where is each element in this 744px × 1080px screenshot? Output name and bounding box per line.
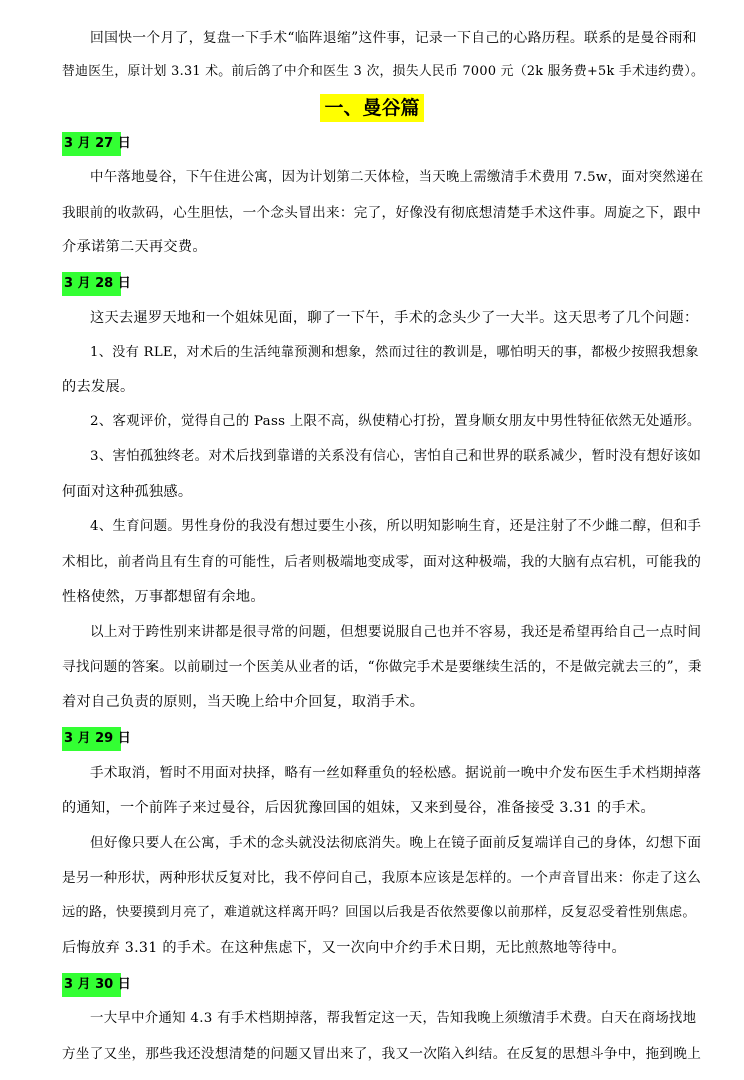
- paragraph-line: 手术取消，暂时不用面对抉择，略有一丝如释重负的轻松感。据说前一晚中介发布医生手术档期掉落: [90, 765, 702, 781]
- paragraph-line: 以上对于跨性别来讲都是很寻常的问题，但想要说服自己也并不容易，我还是希望再给自己一点时间: [90, 624, 702, 640]
- list-item-line: 的去发展。: [62, 379, 135, 395]
- intro-line: 替迪医生，原计划 3.31 术。前后鸽了中介和医生 3 次，损失人民币 7000 元（2k 服务费+5k 手术违约费）。: [62, 64, 705, 79]
- intro-line: 回国快一个月了，复盘一下手术“临阵退缩”这件事，记录一下自己的心路历程。联系的是曼谷雨和: [90, 30, 697, 46]
- paragraph-line: 我眼前的收款码，心生胆怯，一个念头冒出来：完了，好像没有彻底想清楚手术这件事。周旋之下，跟中: [62, 205, 702, 221]
- paragraph-line: 寻找问题的答案。以前刷过一个医美从业者的话，“你做完手术是要继续生活的，不是做完就去三的”，秉: [62, 659, 702, 675]
- paragraph-line: 后悔放弃 3.31 的手术。在这种焦虑下，又一次向中介约手术日期，无比煎熬地等待中。: [62, 940, 626, 956]
- paragraph-line: 介承诺第二天再交费。: [62, 239, 207, 255]
- paragraph-line: 这天去暹罗天地和一个姐妹见面，聊了一下午，手术的念头少了一大半。这天思考了几个问题：: [90, 310, 699, 326]
- paragraph-line: 着对自己负责的原则，当天晚上给中介回复，取消手术。: [62, 694, 425, 710]
- paragraph-line: 远的路，快要摸到月亮了，难道就这样离开吗？回国以后我是否依然要像以前那样，反复忍受着性别焦虑。: [62, 905, 696, 920]
- list-item-line: 性格使然，万事都想留有余地。: [62, 589, 265, 605]
- section-heading: 一、曼谷篇: [320, 94, 423, 122]
- date-heading: 3 月 29 日: [62, 727, 121, 751]
- paragraph-line: 是另一种形状，两种形状反复对比，我不停问自己，我原本应该是怎样的。一个声音冒出来：你走了这么: [62, 870, 702, 886]
- date-heading: 3 月 28 日: [62, 272, 121, 296]
- date-heading: 3 月 27 日: [62, 132, 121, 156]
- paragraph-line: 的通知，一个前阵子来过曼谷，后因犹豫回国的姐妹，又来到曼谷，准备接受 3.31 的手术。: [62, 800, 655, 816]
- list-item-line: 1、没有 RLE，对术后的生活纯靠预测和想象，然而过往的教训是，哪怕明天的事，都极少按照我想象: [90, 345, 699, 360]
- paragraph-line: 中午落地曼谷，下午住进公寓，因为计划第二天体检，当天晚上需缴清手术费用 7.5w，面对突然递在: [90, 170, 704, 185]
- date-heading: 3 月 30 日: [62, 973, 121, 997]
- list-item-line: 4、生育问题。男性身份的我没有想过要生小孩，所以明知影响生育，还是注射了不少雌二醇，但和手: [90, 519, 702, 534]
- paragraph-line: 方坐了又坐，那些我还没想清楚的问题又冒出来了，我又一次陷入纠结。在反复的思想斗争中，拖到晚上: [62, 1046, 702, 1062]
- section-heading-row: [0, 94, 744, 122]
- paragraph-line: 一大早中介通知 4.3 有手术档期掉落，帮我暂定这一天，告知我晚上须缴清手术费。白天在商场找地: [90, 1011, 697, 1026]
- list-item-line: 3、害怕孤独终老。对术后找到靠谱的关系没有信心，害怕自己和世界的联系减少，暂时没有想好该如: [90, 449, 702, 464]
- list-item-line: 2、客观评价，觉得自己的 Pass 上限不高，纵使精心打扮，置身顺女朋友中男性特征依然无处遁形。: [90, 414, 701, 429]
- paragraph-line: 但好像只要人在公寓，手术的念头就没法彻底消失。晚上在镜子面前反复端详自己的身体，幻想下面: [90, 835, 702, 851]
- list-item-line: 术相比，前者尚且有生育的可能性，后者则极端地变成零，面对这种极端，我的大脑有点宕机，可能我的: [62, 554, 702, 570]
- list-item-line: 何面对这种孤独感。: [62, 484, 193, 500]
